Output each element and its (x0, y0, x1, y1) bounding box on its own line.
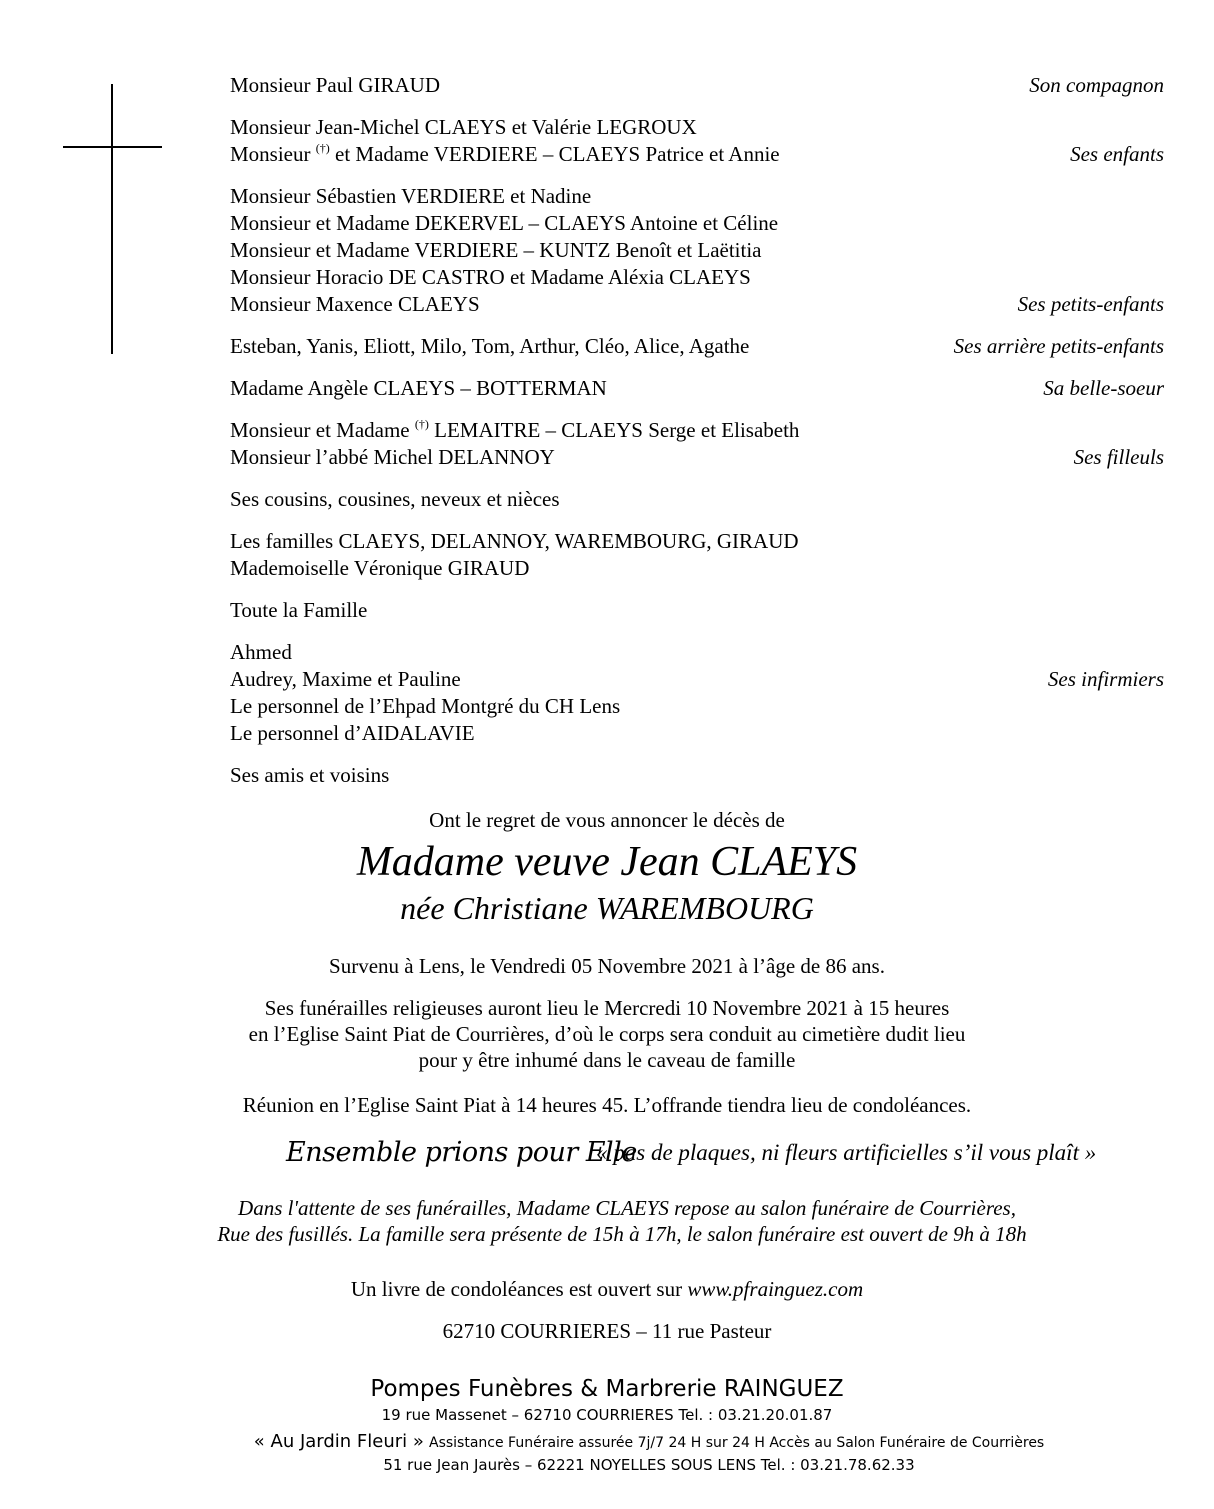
family-member: Monsieur Horacio DE CASTRO et Madame Aléxia CLAEYS (230, 265, 751, 289)
deceased-mark: (†) (414, 417, 429, 431)
funeral-line-1: Ses funérailles religieuses auront lieu le Mercredi 10 Novembre 2021 à 15 heures (264, 996, 950, 1020)
family-group (230, 639, 1164, 747)
family-member: Le personnel d’AIDALAVIE (230, 721, 475, 745)
relationship-label: Ses infirmiers (1047, 667, 1164, 691)
cross-vertical (111, 84, 113, 354)
family-member: Esteban, Yanis, Eliott, Milo, Tom, Arthur, Cléo, Alice, Agathe (230, 334, 750, 358)
family-line (230, 417, 1164, 444)
family-member: Les familles CLAEYS, DELANNOY, WAREMBOURG, GIRAUD (230, 529, 799, 553)
family-line (230, 762, 1164, 789)
family-line (230, 693, 1164, 720)
family-group (230, 486, 1164, 513)
family-group (230, 597, 1164, 624)
jardin-address: 51 rue Jean Jaurès – 62221 NOYELLES SOUS LENS Tel. : 03.21.78.62.33 (383, 1456, 915, 1474)
family-list (230, 72, 1164, 804)
family-group (230, 528, 1164, 582)
address-line: 62710 COURRIERES – 11 rue Pasteur (442, 1319, 772, 1343)
jardin-line (0, 1431, 1214, 1452)
family-line (230, 264, 1164, 291)
family-member: Monsieur l’abbé Michel DELANNOY (230, 445, 555, 469)
cross-horizontal (63, 146, 162, 148)
family-line (230, 720, 1164, 747)
relationship-label: Ses enfants (1070, 142, 1164, 166)
family-line (230, 486, 1164, 513)
relationship-label: Ses filleuls (1073, 445, 1164, 469)
funeral-line-3: pour y être inhumé dans le caveau de famille (418, 1048, 796, 1072)
family-member: Ahmed (230, 640, 292, 664)
family-member: Madame Angèle CLAEYS – BOTTERMAN (230, 376, 607, 400)
family-line (230, 72, 1164, 99)
family-member: Monsieur et Madame (†) LEMAITRE – CLAEYS Serge et Elisabeth (230, 417, 800, 442)
family-member: Audrey, Maxime et Pauline (230, 667, 461, 691)
prayer-note: « pas de plaques, ni fleurs artificielles s’il vous plaît » (596, 1140, 1097, 1165)
family-member: Monsieur (†) et Madame VERDIERE – CLAEYS Patrice et Annie (230, 141, 780, 166)
relationship-label: Son compagnon (1029, 73, 1164, 97)
condolence-book-link[interactable]: www.pfrainguez.com (687, 1277, 864, 1301)
jardin-name: « Au Jardin Fleuri » (253, 1431, 424, 1452)
family-line (230, 639, 1164, 666)
relationship-label: Ses arrière petits-enfants (953, 334, 1164, 358)
family-member: Mademoiselle Véronique GIRAUD (230, 556, 530, 580)
condolence-book (0, 1276, 1214, 1302)
deceased-name: Madame veuve Jean CLAEYS (356, 839, 858, 885)
family-line (230, 183, 1164, 210)
family-line (230, 210, 1164, 237)
jardin-description: Assistance Funéraire assurée 7j/7 24 H sur 24 H Accès au Salon Funéraire de Courrières (429, 1435, 1045, 1451)
family-line (230, 141, 1164, 168)
family-member: Ses cousins, cousines, neveux et nièces (230, 487, 560, 511)
deceased-mark: (†) (315, 141, 330, 155)
family-member: Monsieur Paul GIRAUD (230, 73, 440, 97)
relationship-label: Ses petits-enfants (1017, 292, 1164, 316)
family-member: Monsieur Jean-Michel CLAEYS et Valérie LEGROUX (230, 115, 697, 139)
funeral-line-2: en l’Eglise Saint Piat de Courrières, d’où le corps sera conduit au cimetière dudit lieu (248, 1022, 966, 1046)
family-group (230, 114, 1164, 168)
family-line (230, 237, 1164, 264)
family-member: Ses amis et voisins (230, 763, 390, 787)
family-line (230, 555, 1164, 582)
relationship-label: Sa belle-soeur (1043, 376, 1164, 400)
family-member: Monsieur Sébastien VERDIERE et Nadine (230, 184, 592, 208)
family-group (230, 183, 1164, 318)
family-group (230, 333, 1164, 360)
family-group (230, 375, 1164, 402)
family-line (230, 375, 1164, 402)
family-line (230, 333, 1164, 360)
family-member: Monsieur et Madame VERDIERE – KUNTZ Benoît et Laëtitia (230, 238, 762, 262)
announcement-intro: Ont le regret de vous annoncer le décès de (429, 808, 785, 832)
family-line (230, 114, 1164, 141)
company-address: 19 rue Massenet – 62710 COURRIERES Tel. : 03.21.20.01.87 (381, 1406, 833, 1424)
company-name: Pompes Funèbres & Marbrerie RAINGUEZ (370, 1376, 844, 1402)
salon-line-1: Dans l'attente de ses funérailles, Madame CLAEYS repose au salon funéraire de Courrières, (238, 1196, 1016, 1220)
family-line (230, 597, 1164, 624)
family-line (230, 528, 1164, 555)
condolence-book-text: Un livre de condoléances est ouvert sur (350, 1277, 683, 1301)
family-member: Toute la Famille (230, 598, 368, 622)
prayer-text: Ensemble prions pour Elle (286, 1137, 637, 1168)
family-line (230, 444, 1164, 471)
family-line (230, 666, 1164, 693)
salon-line-2: Rue des fusillés. La famille sera présente de 15h à 17h, le salon funéraire est ouvert de 9h à 18h (217, 1222, 1027, 1246)
family-line (230, 291, 1164, 318)
death-notice: Survenu à Lens, le Vendredi 05 Novembre 2021 à l’âge de 86 ans. (329, 954, 885, 978)
meeting-notice: Réunion en l’Eglise Saint Piat à 14 heures 45. L’offrande tiendra lieu de condoléances. (242, 1093, 972, 1117)
family-member: Monsieur et Madame DEKERVEL – CLAEYS Antoine et Céline (230, 211, 779, 235)
family-member: Monsieur Maxence CLAEYS (230, 292, 480, 316)
family-group (230, 762, 1164, 789)
maiden-name: née Christiane WAREMBOURG (400, 890, 814, 926)
family-member: Le personnel de l’Ehpad Montgré du CH Lens (230, 694, 621, 718)
family-group (230, 72, 1164, 99)
family-group (230, 417, 1164, 471)
